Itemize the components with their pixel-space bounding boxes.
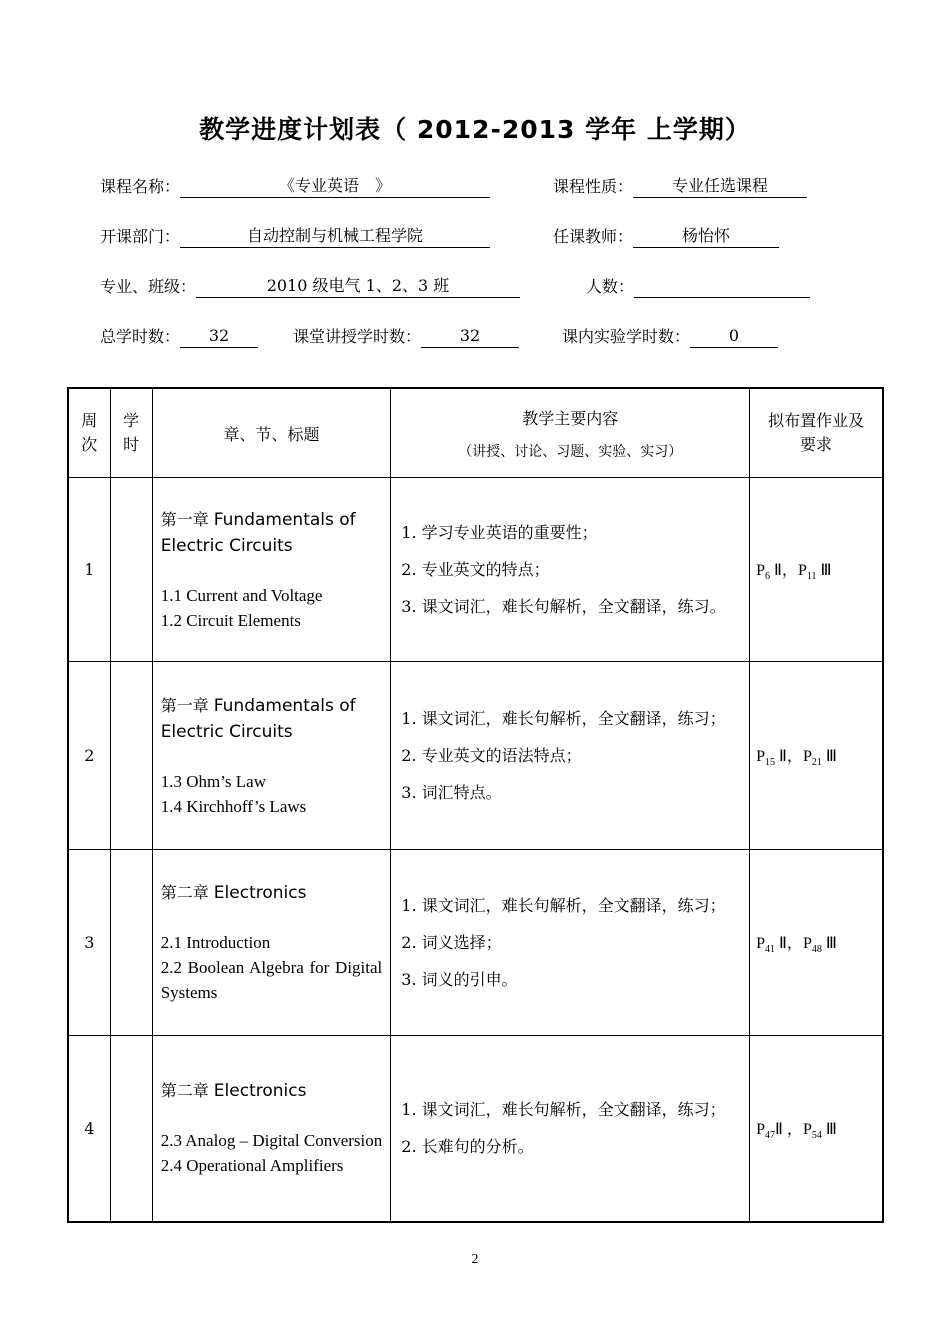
section-title: 2.2 Boolean Algebra for Digital Systems bbox=[160, 958, 383, 1002]
table-row bbox=[68, 662, 883, 850]
count-value bbox=[634, 275, 810, 298]
chapter-title: 第一章 Fundamentals of Electric Circuits bbox=[160, 695, 356, 742]
page-number: 2 bbox=[471, 1252, 479, 1267]
section-title: 2.3 Analog – Digital Conversion bbox=[160, 1131, 383, 1151]
table-row bbox=[68, 478, 883, 662]
homework-cell: $P_{47}Ⅱ$ ，$P_{54}$ Ⅲ bbox=[750, 1036, 883, 1222]
lab-hours-field bbox=[562, 325, 778, 349]
chapter-cell bbox=[152, 1036, 391, 1222]
table-header-row bbox=[68, 388, 883, 478]
course-type-label: 课程性质： bbox=[553, 177, 634, 196]
section-title: 1.2 Circuit Elements bbox=[160, 610, 301, 630]
week-cell: 1 bbox=[68, 478, 110, 662]
hours-cell bbox=[110, 850, 152, 1036]
section-title: 2.1 Introduction bbox=[160, 933, 271, 952]
content-item: 2. 词义选择； bbox=[401, 933, 502, 952]
content-cell bbox=[391, 662, 750, 850]
header-content-sub: （讲授、讨论、习题、实验、实习） bbox=[458, 443, 683, 460]
table-row bbox=[68, 850, 883, 1036]
section-title: 1.3 Ohm’s Law bbox=[160, 771, 266, 791]
total-hours-value: 32 bbox=[180, 325, 258, 348]
header-chapter: 章、节、标题 bbox=[152, 388, 391, 478]
chapter-cell bbox=[152, 850, 391, 1036]
content-item: 1. 课文词汇，难长句解析，全文翻译，练习； bbox=[401, 1100, 726, 1120]
course-type-field bbox=[553, 175, 807, 199]
header-content bbox=[391, 388, 750, 478]
lab-hours-label: 课内实验学时数： bbox=[562, 327, 691, 346]
chapter-cell bbox=[152, 478, 391, 662]
lecture-hours-label: 课堂讲授学时数： bbox=[293, 327, 422, 346]
content-item: 3. 词义的引申。 bbox=[401, 970, 518, 989]
count-label: 人数： bbox=[586, 277, 635, 296]
teacher-value: 杨怡怀 bbox=[633, 225, 779, 248]
count-field bbox=[586, 275, 810, 299]
content-item: 3. 词汇特点。 bbox=[401, 783, 502, 802]
dept-label: 开课部门： bbox=[100, 227, 181, 246]
content-item: 1. 课文词汇，难长句解析，全文翻译，练习； bbox=[401, 709, 726, 728]
header-hours: 学时 bbox=[110, 388, 152, 478]
page-title: 教学进度计划表（ 2012-2013 学年 上学期） bbox=[199, 115, 751, 144]
lecture-hours-value: 32 bbox=[421, 325, 519, 348]
hours-cell bbox=[110, 662, 152, 850]
dept-field bbox=[100, 225, 490, 249]
content-item: 1. 学习专业英语的重要性； bbox=[401, 523, 598, 542]
hours-cell bbox=[110, 1036, 152, 1222]
homework-cell: $P_6$ Ⅱ，$P_{11}$ Ⅲ bbox=[750, 478, 883, 662]
table-row bbox=[68, 1036, 883, 1222]
section-title: 2.4 Operational Amplifiers bbox=[160, 1156, 344, 1176]
teacher-field bbox=[553, 225, 779, 249]
homework-cell: $P_{15}$ Ⅱ，$P_{21}$ Ⅲ bbox=[750, 662, 883, 850]
course-name-field bbox=[100, 175, 490, 199]
chapter-title: 第一章 Fundamentals of Electric Circuits bbox=[160, 509, 356, 556]
week-cell: 4 bbox=[68, 1036, 110, 1222]
schedule-table bbox=[67, 387, 884, 1223]
week-cell: 3 bbox=[68, 850, 110, 1036]
course-name-label: 课程名称： bbox=[100, 177, 181, 196]
header-content-main: 教学主要内容 bbox=[522, 408, 619, 428]
content-item: 1. 课文词汇，难长句解析，全文翻译，练习； bbox=[401, 896, 726, 915]
content-cell bbox=[391, 478, 750, 662]
content-item: 2. 专业英文的特点； bbox=[401, 560, 550, 579]
homework-cell: $P_{41}$ Ⅱ，$P_{48}$ Ⅲ bbox=[750, 850, 883, 1036]
section-title: 1.1 Current and Voltage bbox=[160, 585, 323, 605]
lab-hours-value: 0 bbox=[690, 325, 778, 348]
week-cell: 2 bbox=[68, 662, 110, 850]
header-homework: 拟布置作业及要求 bbox=[750, 388, 883, 478]
dept-value: 自动控制与机械工程学院 bbox=[180, 225, 490, 248]
lecture-hours-field bbox=[293, 325, 519, 349]
class-field bbox=[100, 275, 520, 299]
content-cell bbox=[391, 850, 750, 1036]
section-title: 1.4 Kirchhoff’s Laws bbox=[160, 796, 307, 816]
header-week: 周次 bbox=[68, 388, 110, 478]
course-type-value: 专业任选课程 bbox=[633, 175, 807, 198]
total-hours-label: 总学时数： bbox=[100, 327, 181, 346]
chapter-cell bbox=[152, 662, 391, 850]
chapter-title: 第二章 Electronics bbox=[160, 883, 307, 903]
teacher-label: 任课教师： bbox=[553, 227, 634, 246]
chapter-title: 第二章 Electronics bbox=[160, 1081, 307, 1102]
class-label: 专业、班级： bbox=[100, 277, 197, 296]
hours-cell bbox=[110, 478, 152, 662]
content-item: 3. 课文词汇，难长句解析，全文翻译，练习。 bbox=[401, 597, 726, 616]
content-item: 2. 专业英文的语法特点； bbox=[401, 746, 582, 765]
content-item: 2. 长难句的分析。 bbox=[401, 1137, 534, 1157]
total-hours-field bbox=[100, 325, 258, 349]
course-name-value: 《专业英语 》 bbox=[180, 175, 490, 198]
class-value: 2010 级电气 1、2、3 班 bbox=[196, 275, 520, 298]
content-cell bbox=[391, 1036, 750, 1222]
